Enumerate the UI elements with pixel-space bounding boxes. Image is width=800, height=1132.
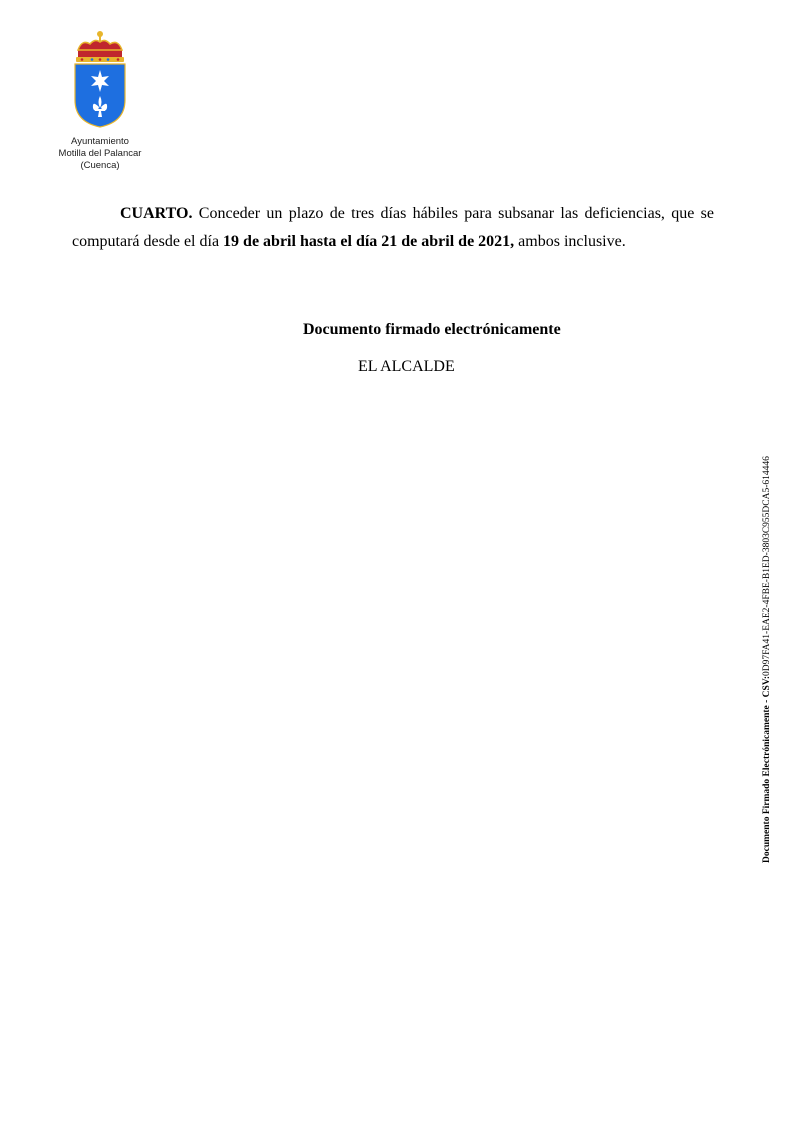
paragraph-text-1: Conceder un plazo de tres días hábiles para subsanar las deficiencias, que se computará desde el día [72,205,714,250]
electronic-signature-stamp [762,456,772,863]
stamp-csv-code: 0D97FA41-EAE2-4FBE-B1ED-3803C955DCA5-614446 [762,456,772,677]
org-line-1: Ayuntamiento [71,136,129,147]
signature-title: Documento firmado electrónicamente [303,321,561,338]
signer-role: EL ALCALDE [358,358,455,375]
org-line-2: Motilla del Palancar [58,148,142,159]
crown-icon [76,31,124,62]
resolution-paragraph [72,200,714,256]
paragraph-dates: 19 de abril hasta el día 21 de abril de 2021, [223,233,515,250]
org-line-3: (Cuenca) [80,160,120,171]
paragraph-label: CUARTO. [120,205,193,222]
coat-of-arms-icon [68,30,132,130]
stamp-csv-label: CSV: [762,676,772,698]
organization-name [40,136,160,172]
paragraph-text-2: ambos inclusive. [514,233,626,250]
stamp-label: Documento Firmado Electrónicamente - [762,697,772,863]
